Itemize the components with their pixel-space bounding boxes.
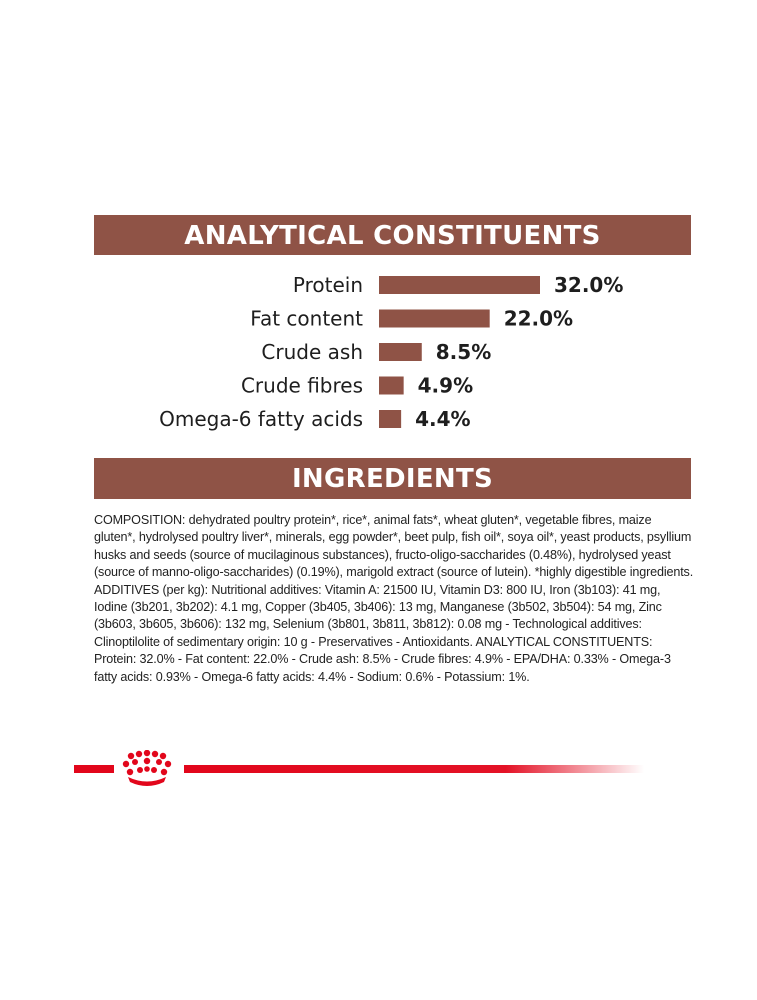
constituents-bar-chart (0, 262, 757, 442)
bar-2 (379, 343, 422, 361)
ingredients-title: INGREDIENTS (291, 464, 494, 494)
ingredients-header (94, 458, 691, 499)
value-label-0: 32.0% (554, 273, 624, 297)
value-label-3: 4.9% (417, 373, 474, 398)
analytical-constituents-title: ANALYTICAL CONSTITUENTS (184, 221, 601, 251)
brand-line-right (184, 765, 644, 773)
bar-1 (379, 310, 490, 328)
category-label-2: Crude ash (261, 340, 363, 364)
brand-divider (74, 750, 644, 790)
category-label-0: Protein (292, 273, 363, 297)
category-label-3: Crude fibres (240, 373, 363, 398)
value-label-1: 22.0% (503, 306, 574, 331)
bar-4 (379, 410, 401, 428)
category-label-4: Omega-6 fatty acids (159, 407, 363, 431)
category-label-1: Fat content (250, 306, 363, 331)
crown-icon (123, 750, 171, 786)
composition-text: COMPOSITION: dehydrated poultry protein*, rice*, animal fats*, wheat gluten*, vegetable fibres, maize gluten*, hydrolysed poultry liver*, minerals, egg powder*, beet pulp, fish oil*, soya oil*, yeast products, psyllium husks and seeds (source of mucilaginous substances), fructo-oligo-saccharides (0.48%), hydrolysed yeast (source of manno-oligo-saccharides) (0.19%), marigold extract (source of lutein). *highly digestible ingredients. ADDITIVES (per kg): Nutritional additives: Vitamin A: 21500 IU, Vitamin D3: 800 IU, Iron (3b103): 41 mg, Iodine (3b201, 3b202): 4.1 mg, Copper (3b405, 3b406): 13 mg, Manganese (3b502, 3b504): 54 mg, Zinc (3b603, 3b605, 3b606): 132 mg, Selenium (3b801, 3b811, 3b812): 0.08 mg - Technological additives: Clinoptilolite of sedimentary origin: 10 g - Preservatives - Antioxidants. ANALYTICAL CONSTITUENTS: Protein: 32.0% - Fat content: 22.0% - Crude ash: 8.5% - Crude fibres: 4.9% - EPA/DHA: 0.33% - Omega-3 fatty acids: 0.93% - Omega-6 fatty acids: 4.4% - Sodium: 0.6% - Potassium: 1%. (94, 513, 694, 684)
bar-0 (379, 276, 540, 294)
analytical-constituents-header (94, 215, 691, 255)
bar-3 (379, 377, 404, 395)
value-label-2: 8.5% (435, 340, 492, 364)
brand-line-left (74, 765, 114, 773)
value-label-4: 4.4% (415, 407, 471, 431)
